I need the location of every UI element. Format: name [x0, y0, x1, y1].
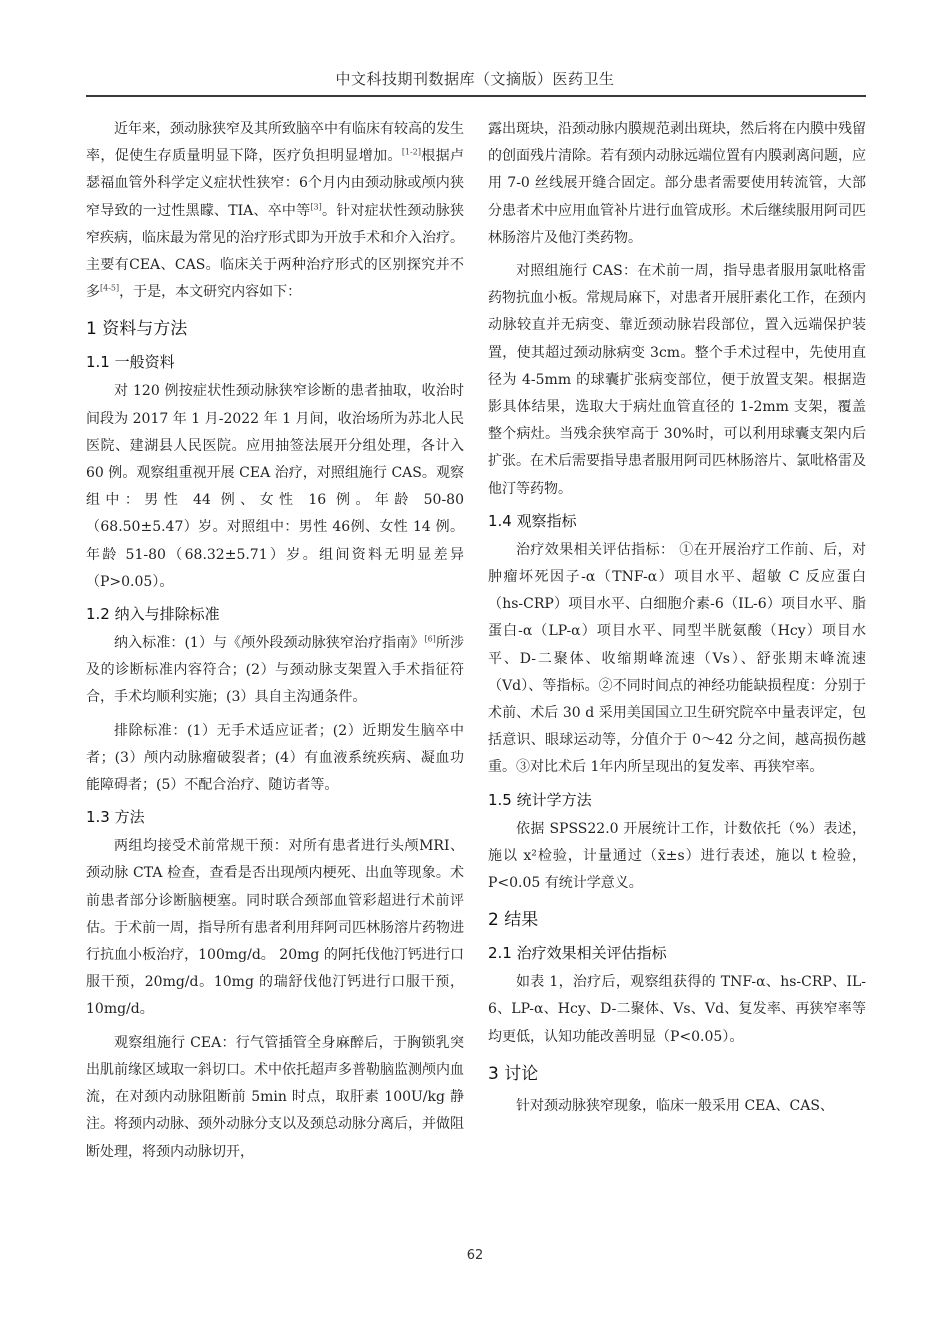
- page-number: 62: [466, 1248, 484, 1263]
- section-1-5-text: 依据 SPSS22.0 开展统计工作，计数依托（%）表述，施以 x²检验，计量通过（x̄±s）进行表述，施以 t 检验，P<0.05 有统计学意义。: [488, 820, 866, 892]
- inclusion-text-1: 纳入标准：(1）与《颅外段颈动脉狭窄治疗指南》: [114, 635, 425, 652]
- exclusion-criteria: 排除标准：(1）无手术适应证者；(2）近期发生脑卒中者；(3）颅内动脉瘤破裂者；(4）有血液系统疾病、凝血功能障碍者；(5）不配合治疗、随访者等。: [86, 722, 464, 794]
- right-column: [488, 116, 866, 1120]
- section-1-heading: 1 资料与方法: [86, 319, 188, 340]
- section-1-2-heading: 1.2 纳入与排除标准: [86, 605, 220, 624]
- intro-text-4: ，于是，本文研究内容如下：: [119, 284, 302, 301]
- section-1-5-heading: 1.5 统计学方法: [488, 790, 592, 809]
- section-3-heading: 3 讨论: [488, 1063, 539, 1084]
- section-1-1-text: 对 120 例按症状性颈动脉狭窄诊断的患者抽取，收治时间段为 2017 年 1 月-2022 年 1 月间，收治场所为苏北人民医院、建湖县人民医院。应用抽签法展开分组处理，各计入 60 例。观察组重视开展 CEA 治疗，对照组施行 CAS。观察组中：男性 44 例、女性 16 例。年龄 50-80（68.50±5.47）岁。对照组中：男性 46例、女性 14 例。年龄 51-80（68.32±5.71）岁。组间资料无明显差异（P>0.05）。: [86, 383, 464, 590]
- section-1-3-heading: 1.3 方法: [86, 808, 145, 827]
- left-column: [86, 116, 464, 1166]
- citation-4-5[interactable]: [4-5]: [100, 283, 120, 293]
- section-1-1-heading: 1.1 一般资料: [86, 353, 175, 372]
- intro-text-3: 。针对症状性颈动脉狭窄疾病，临床最为常见的治疗形式即为开放手术和介入治疗。主要有CEA、CAS。临床关于两种治疗形式的区别探究并不多: [86, 202, 465, 301]
- section-1-4-text: 治疗效果相关评估指标： ①在开展治疗工作前、后，对肿瘤坏死因子-α（TNF-α）项目水平、超敏 C 反应蛋白（hs-CRP）项目水平、白细胞介素-6（IL-6）项目水平、脂蛋白-α（LP-α）项目水平、同型半胱氨酸（Hcy）项目水平、D-二聚体、收缩期峰流速（Vs）、舒张期末峰流速（Vd）、等指标。②不同时间点的神经功能缺损程度：分别于术前、术后 30 d 采用美国国立卫生研究院卒中量表评定，包括意识、眼球运动等，分值介于 0～42 分之间，越高损伤越重。③对比术后 1年内所呈现出的复发率、再狭窄率。: [488, 541, 866, 776]
- inclusion-criteria: [86, 630, 464, 712]
- intro-text-1: 近年来，颈动脉狭窄及其所致脑卒中有临床有较高的发生率，促使生存质量明显下降，医疗负担明显增加。: [86, 121, 464, 165]
- inclusion-text-2: 所涉及的诊断标准内容符合；(2）与颈动脉支架置入手术指征符合，手术均顺利实施；(3）具自主沟通条件。: [86, 635, 465, 706]
- section-2-heading: 2 结果: [488, 910, 539, 931]
- header-rule: [86, 95, 866, 97]
- section-1-4-heading: 1.4 观察指标: [488, 511, 577, 530]
- citation-6[interactable]: [6]: [424, 634, 436, 644]
- section-1-3-text-1: 两组均接受术前常规干预：对所有患者进行头颅MRI、颈动脉 CTA 检查，查看是否出现颅内梗死、出血等现象。术前患者部分诊断脑梗塞。同时联合颈部血管彩超进行术前评估。于术前一周，指导所有患者利用拜阿司匹林肠溶片药物进行抗血小板治疗，100mg/d。 20mg 的阿托伐他汀钙进行口服干预，20mg/d。10mg 的瑞舒伐他汀钙进行口服干预，10mg/d。: [86, 838, 464, 1018]
- cas-method-text: 对照组施行 CAS：在术前一周，指导患者服用氯吡格雷药物抗血小板。常规局麻下，对患者开展肝素化工作，在颈内动脉较直并无病变、靠近颈动脉岩段部位，置入远端保护装置，使其超过颈动脉病变 3cm。整个手术过程中，先使用直径为 4-5mm 的球囊扩张病变部位，便于放置支架。根据造影具体结果，选取大于病灶血管直径的 1-2mm 支架，覆盖整个病灶。当残余狭窄高于 30%时，可以利用球囊支架内后扩张。在术后需要指导患者服用阿司匹林肠溶片、氯吡格雷及他汀等药物。: [488, 263, 866, 497]
- citation-3[interactable]: [3]: [310, 201, 322, 211]
- section-1-3-text-2: 观察组施行 CEA：行气管插管全身麻醉后，于胸锁乳突出肌前缘区域取一斜切口。术中依托超声多普勒脑监测颅内血流，在对颈内动脉阻断前 5min 时点，取肝素 100U/kg 静注。将颈内动脉、颈外动脉分支以及颈总动脉分离后，并做阻断处理，将颈内动脉切开，: [86, 1034, 464, 1160]
- cea-continued-text: 露出斑块，沿颈动脉内膜规范剥出斑块，然后将在内膜中残留的创面残片清除。若有颈内动脉远端位置有内膜剥离问题，应用 7-0 丝线展开缝合固定。部分患者需要使用转流管，大部分患者术中应用血管补片进行血管成形。术后继续服用阿司匹林肠溶片及他汀类药物。: [488, 121, 866, 246]
- section-3-text: 针对颈动脉狭窄现象，临床一般采用 CEA、CAS、: [516, 1097, 834, 1114]
- section-2-1-text: 如表 1，治疗后，观察组获得的 TNF-α、hs-CRP、IL-6、LP-α、Hcy、D-二聚体、Vs、Vd、复发率、再狭窄率等均更低，认知功能改善明显（P<0.05）。: [488, 974, 866, 1045]
- citation-1-2[interactable]: [1-2]: [401, 147, 421, 157]
- section-2-1-heading: 2.1 治疗效果相关评估指标: [488, 944, 667, 963]
- intro-text-2: 根据卢瑟福血管外科学定义症状性狭窄：6个月内由颈动脉或颅内狭窄导致的一过性黑矇、TIA、卒中等: [86, 148, 465, 219]
- running-header: 中文科技期刊数据库（文摘版）医药卫生: [335, 70, 615, 88]
- intro-paragraph: [86, 116, 464, 306]
